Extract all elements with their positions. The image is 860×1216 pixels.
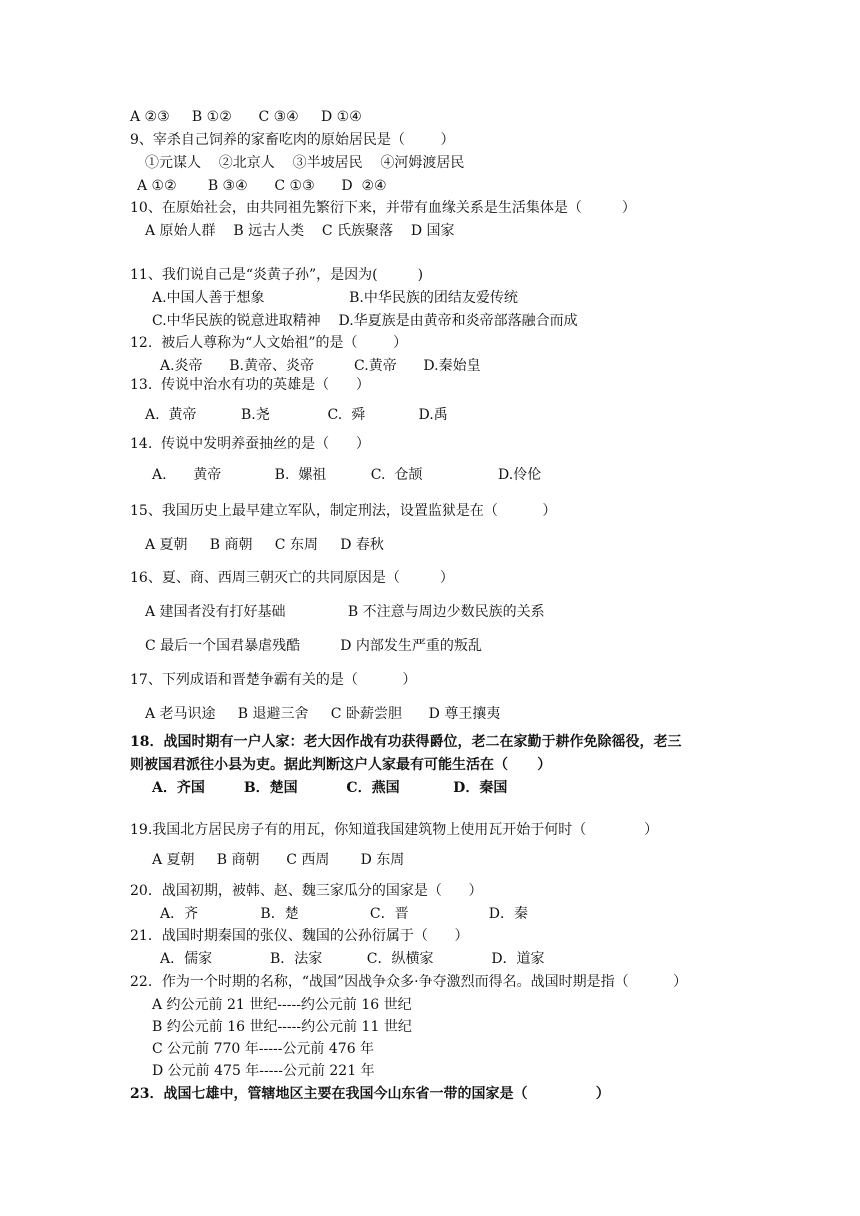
q23-stem: 23．战国七雄中，管辖地区主要在我国今山东省一带的国家是（ ）: [130, 1086, 610, 1102]
q22-option-b: B 约公元前 16 世纪-----约公元前 11 世纪: [152, 1019, 412, 1035]
q22-option-c: C 公元前 770 年-----公元前 476 年: [152, 1041, 375, 1057]
q21-options: A．儒家 B．法家 C．纵横家 D．道家: [160, 951, 545, 967]
q11-options-ab: A.中国人善于想象 B.中华民族的团结友爱传统: [152, 290, 518, 306]
q17-stem: 17、下列成语和晋楚争霸有关的是（ ）: [130, 672, 417, 688]
q8-options: A ②③ B ①② C ③④ D ①④: [130, 109, 362, 125]
q10-stem: 10、在原始社会，由共同祖先繁衍下来，并带有血缘关系是生活集体是（ ）: [130, 200, 636, 216]
q14-stem: 14. 传说中发明养蚕抽丝的是（ ）: [130, 436, 370, 452]
q20-stem: 20．战国初期，被韩、赵、魏三家瓜分的国家是（ ）: [130, 883, 483, 899]
q19-stem: 19.我国北方居民房子有的用瓦，你知道我国建筑物上使用瓦开始于何时（ ）: [130, 822, 659, 838]
q10-options: A 原始人群 B 远古人类 C 氏族聚落 D 国家: [145, 223, 455, 239]
q18-stem-line2: 则被国君派往小县为吏。据此判断这户人家最有可能生活在（ ）: [130, 757, 552, 773]
q17-options: A 老马识途 B 退避三舍 C 卧薪尝胆 D 尊王攘夷: [145, 706, 501, 722]
q12-options: A.炎帝 B.黄帝、炎帝 C.黄帝 D.秦始皇: [160, 358, 481, 374]
q18-options: A．齐国 B．楚国 C．燕国 D．秦国: [152, 780, 508, 796]
q14-options: A. 黄帝 B. 嫘祖 C. 仓颉 D.伶伦: [152, 467, 542, 483]
q18-stem-line1: 18．战国时期有一户人家：老大因作战有功获得爵位，老二在家勤于耕作免除徭役，老三: [130, 734, 682, 750]
q13-stem: 13. 传说中治水有功的英雄是（ ）: [130, 377, 370, 393]
q11-stem: 11、我们说自己是“炎黄子孙”，是因为( ): [130, 267, 424, 283]
q12-stem: 12. 被后人尊称为“人文始祖”的是（ ）: [130, 335, 408, 351]
q15-options: A 夏朝 B 商朝 C 东周 D 春秋: [145, 537, 384, 553]
q9-options: A ①② B ③④ C ①③ D ②④: [137, 178, 387, 194]
q16-stem: 16、夏、商、西周三朝灭亡的共同原因是（ ）: [130, 570, 454, 586]
q13-options: A. 黄帝 B.尧 C. 舜 D.禹: [145, 407, 448, 423]
q11-options-cd: C.中华民族的锐意进取精神 D.华夏族是由黄帝和炎帝部落融合而成: [152, 313, 578, 329]
q20-options: A．齐 B．楚 C．晋 D．秦: [160, 906, 528, 922]
q15-stem: 15、我国历史上最早建立军队，制定刑法，设置监狱是在（ ）: [130, 503, 557, 519]
q22-option-a: A 约公元前 21 世纪-----约公元前 16 世纪: [152, 997, 412, 1013]
q9-stem: 9、宰杀自己饲养的家畜吃肉的原始居民是（ ）: [130, 132, 455, 148]
q16-options-ab: A 建国者没有打好基础 B 不注意与周边少数民族的关系: [145, 604, 545, 620]
q21-stem: 21．战国时期秦国的张仪、魏国的公孙衍属于（ ）: [130, 928, 469, 944]
q9-items: ①元谋人 ②北京人 ③半坡居民 ④河姆渡居民: [145, 155, 465, 171]
q22-option-d: D 公元前 475 年-----公元前 221 年: [152, 1063, 375, 1079]
q16-options-cd: C 最后一个国君暴虐残酷 D 内部发生严重的叛乱: [145, 638, 482, 654]
q19-options: A 夏朝 B 商朝 C 西周 D 东周: [152, 852, 405, 868]
q22-stem: 22．作为一个时期的名称，“战国”因战争众多·争夺激烈而得名。战国时期是指（ ）: [130, 974, 688, 990]
